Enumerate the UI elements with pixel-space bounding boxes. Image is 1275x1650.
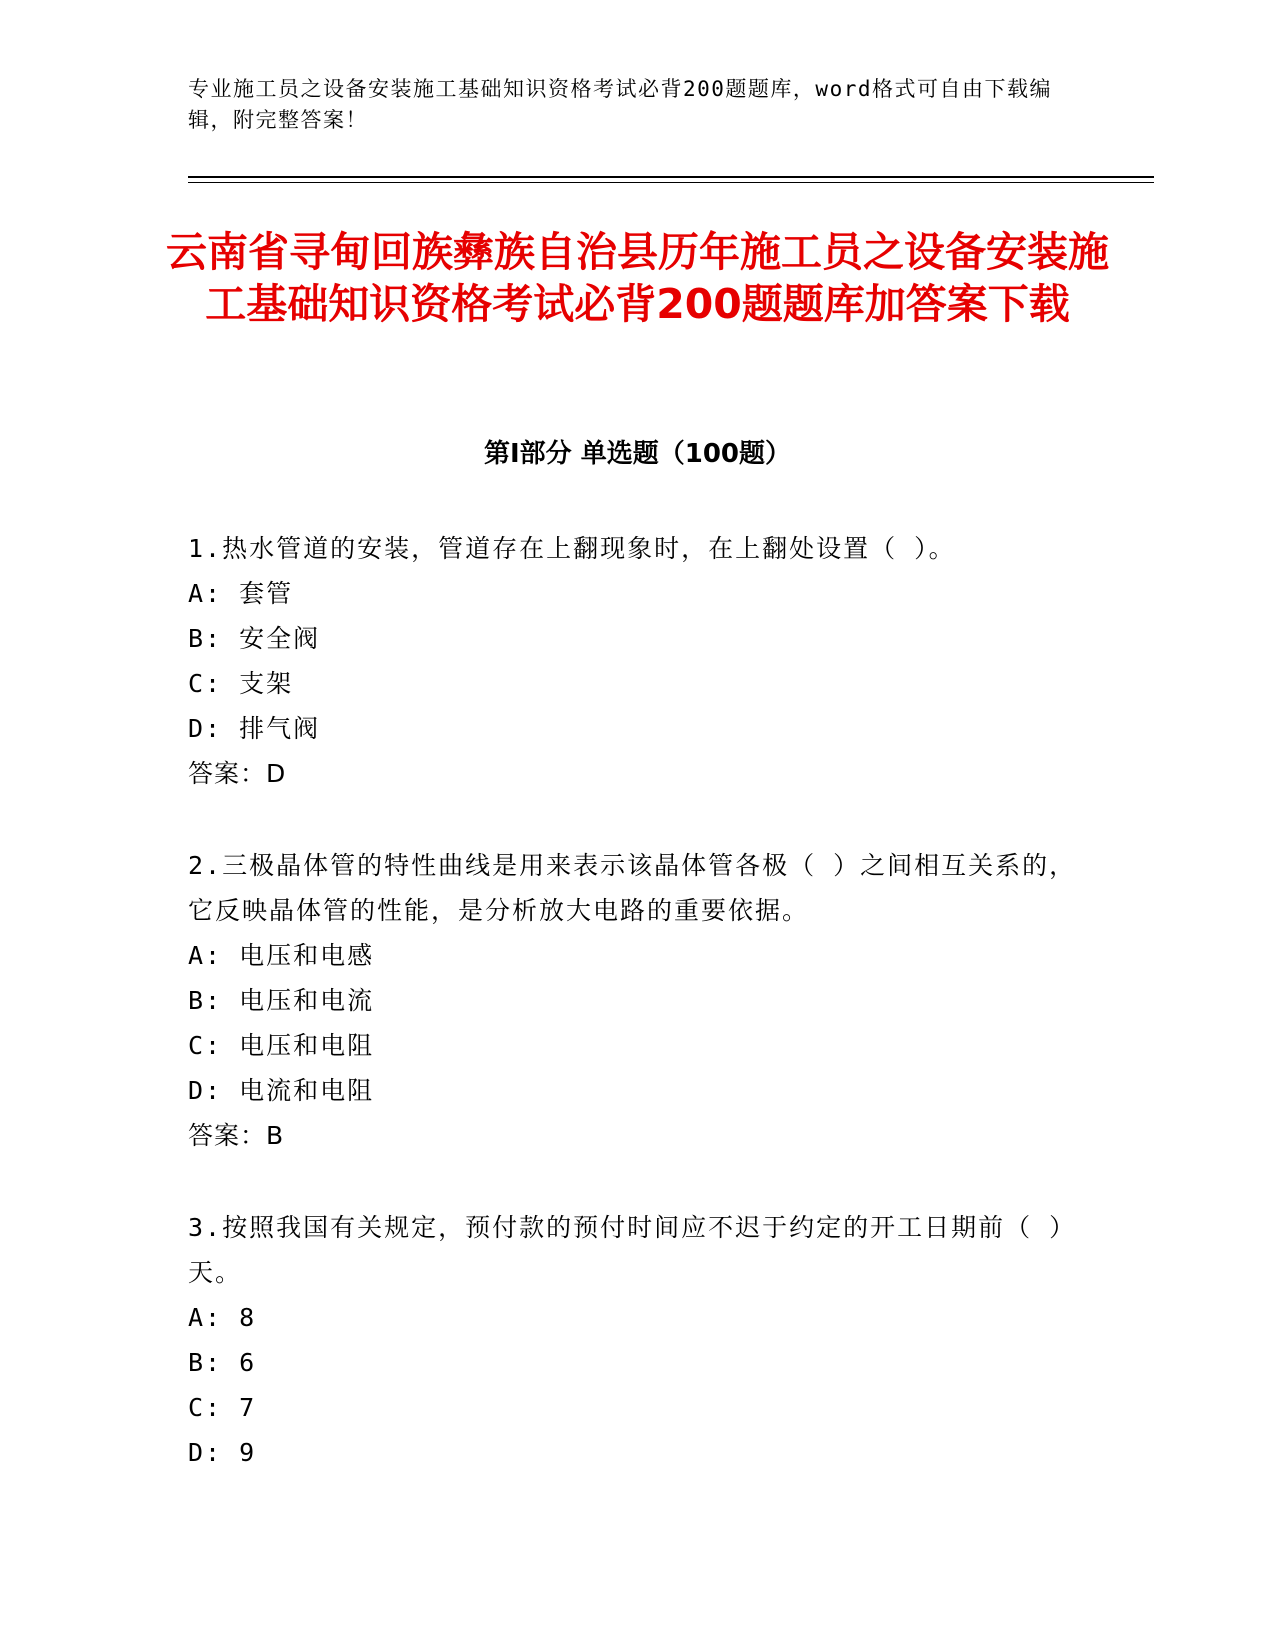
option-a: A: 电压和电感 bbox=[188, 941, 375, 970]
answer-line: 答案：D bbox=[188, 759, 287, 788]
question-1 bbox=[188, 526, 1078, 796]
option-d: D: 排气阀 bbox=[188, 714, 321, 743]
option-b: B: 电压和电流 bbox=[188, 986, 375, 1015]
question-list bbox=[188, 526, 1078, 1475]
question-stem: 1.热水管道的安装，管道存在上翻现象时，在上翻处设置（ ）。 bbox=[188, 534, 956, 563]
header-divider-thin bbox=[188, 182, 1154, 183]
option-b: B: 安全阀 bbox=[188, 624, 321, 653]
question-stem: 2.三极晶体管的特性曲线是用来表示该晶体管各极（ ）之间相互关系的，它反映晶体管的性能，是分析放大电路的重要依据。 bbox=[188, 851, 1077, 925]
option-d: D: 9 bbox=[188, 1438, 257, 1467]
question-stem: 3.按照我国有关规定，预付款的预付时间应不迟于约定的开工日期前（ ）天。 bbox=[188, 1213, 1077, 1287]
section-heading: 第Ⅰ部分 单选题（100题） bbox=[484, 439, 791, 469]
answer-line: 答案：B bbox=[188, 1121, 285, 1150]
question-2 bbox=[188, 843, 1078, 1158]
header-divider-thick bbox=[188, 176, 1154, 178]
question-spacer bbox=[188, 1158, 1078, 1205]
option-a: A: 套管 bbox=[188, 579, 294, 608]
option-c: C: 电压和电阻 bbox=[188, 1031, 375, 1060]
document-title: 云南省寻甸回族彝族自治县历年施工员之设备安装施工基础知识资格考试必背200题题库加答案下载 bbox=[166, 228, 1109, 328]
question-spacer bbox=[188, 796, 1078, 843]
question-3 bbox=[188, 1205, 1078, 1475]
page-header-text: 专业施工员之设备安装施工基础知识资格考试必背200题题库，word格式可自由下载编辑，附完整答案！ bbox=[188, 77, 1052, 132]
option-c: C: 支架 bbox=[188, 669, 294, 698]
option-d: D: 电流和电阻 bbox=[188, 1076, 375, 1105]
option-c: C: 7 bbox=[188, 1393, 257, 1422]
option-b: B: 6 bbox=[188, 1348, 257, 1377]
option-a: A: 8 bbox=[188, 1303, 257, 1332]
